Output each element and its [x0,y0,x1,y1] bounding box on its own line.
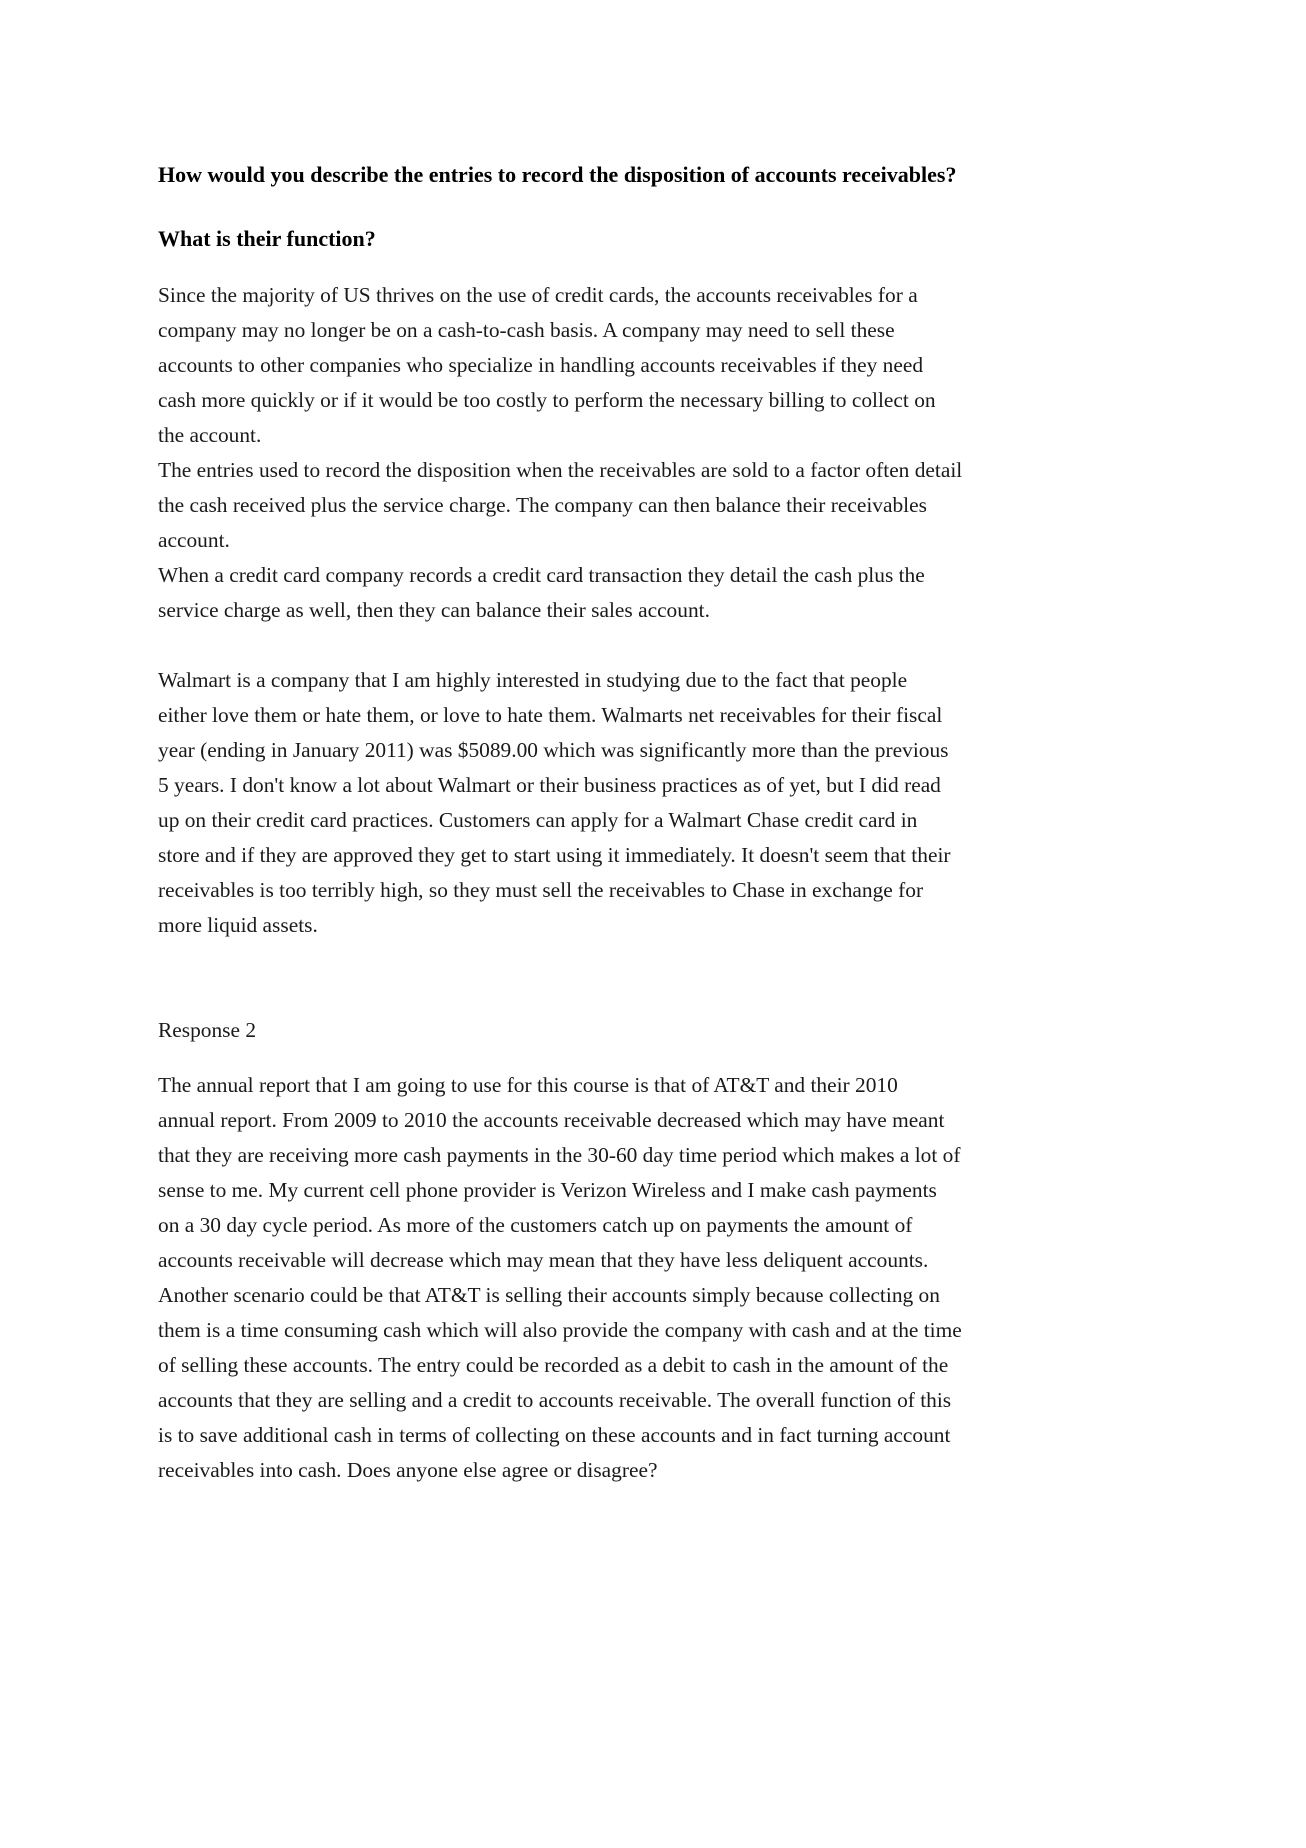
paragraph-att: The annual report that I am going to use for this course is that of AT&T and their 2010 annual report. From 2009 to 2010 the accounts receivable decreased which may have meant that they are receiving more cash payments in the 30-60 day time period which makes a lot of sense to me. My current cell phone provider is Verizon Wireless and I make cash payments on a 30 day cycle period. As more of the customers catch up on payments the amount of accounts receivable will decrease which may mean that they have less deliquent accounts. Another scenario could be that AT&T is selling their accounts simply because collecting on them is a time consuming cash which will also provide the company with cash and at the time of selling these accounts. The entry could be recorded as a debit to cash in the amount of the accounts that they are selling and a credit to accounts receivable. The overall function of this is to save additional cash in terms of collecting on these accounts and in fact turning account receivables into cash. Does anyone else agree or disagree? [158,1073,962,1482]
paragraph-credit-card-transaction: When a credit card company records a credit card transaction they detail the cash plus the service charge as well, then they can balance their sales account. [158,563,925,622]
response-label: Response 2 [158,1018,257,1042]
question-heading: How would you describe the entries to record the disposition of accounts receivables? [158,162,957,187]
paragraph-credit-cards: Since the majority of US thrives on the use of credit cards, the accounts receivables for a company may no longer be on a cash-to-cash basis. A company may need to sell these accounts to other companies who specialize in handling accounts receivables if they need cash more quickly or if it would be too costly to perform the necessary billing to collect on the account. [158,283,936,447]
paragraph-factor-entries: The entries used to record the disposition when the receivables are sold to a factor often detail the cash received plus the service charge. The company can then balance their receivables account. [158,458,963,552]
paragraph-spacer [158,628,1158,663]
document-body [158,160,1158,1488]
paragraph-walmart: Walmart is a company that I am highly interested in studying due to the fact that people either love them or hate them, or love to hate them. Walmarts net receivables for their fiscal year (ending in January 2011) was $5089.00 which was significantly more than the previous 5 years. I don't know a lot about Walmart or their business practices as of yet, but I did read up on their credit card practices. Customers can apply for a Walmart Chase credit card in store and if they are approved they get to start using it immediately. It doesn't seem that their receivables is too terribly high, so they must sell the receivables to Chase in exchange for more liquid assets. [158,668,951,937]
section-spacer [158,943,1158,1013]
function-heading: What is their function? [158,226,376,251]
